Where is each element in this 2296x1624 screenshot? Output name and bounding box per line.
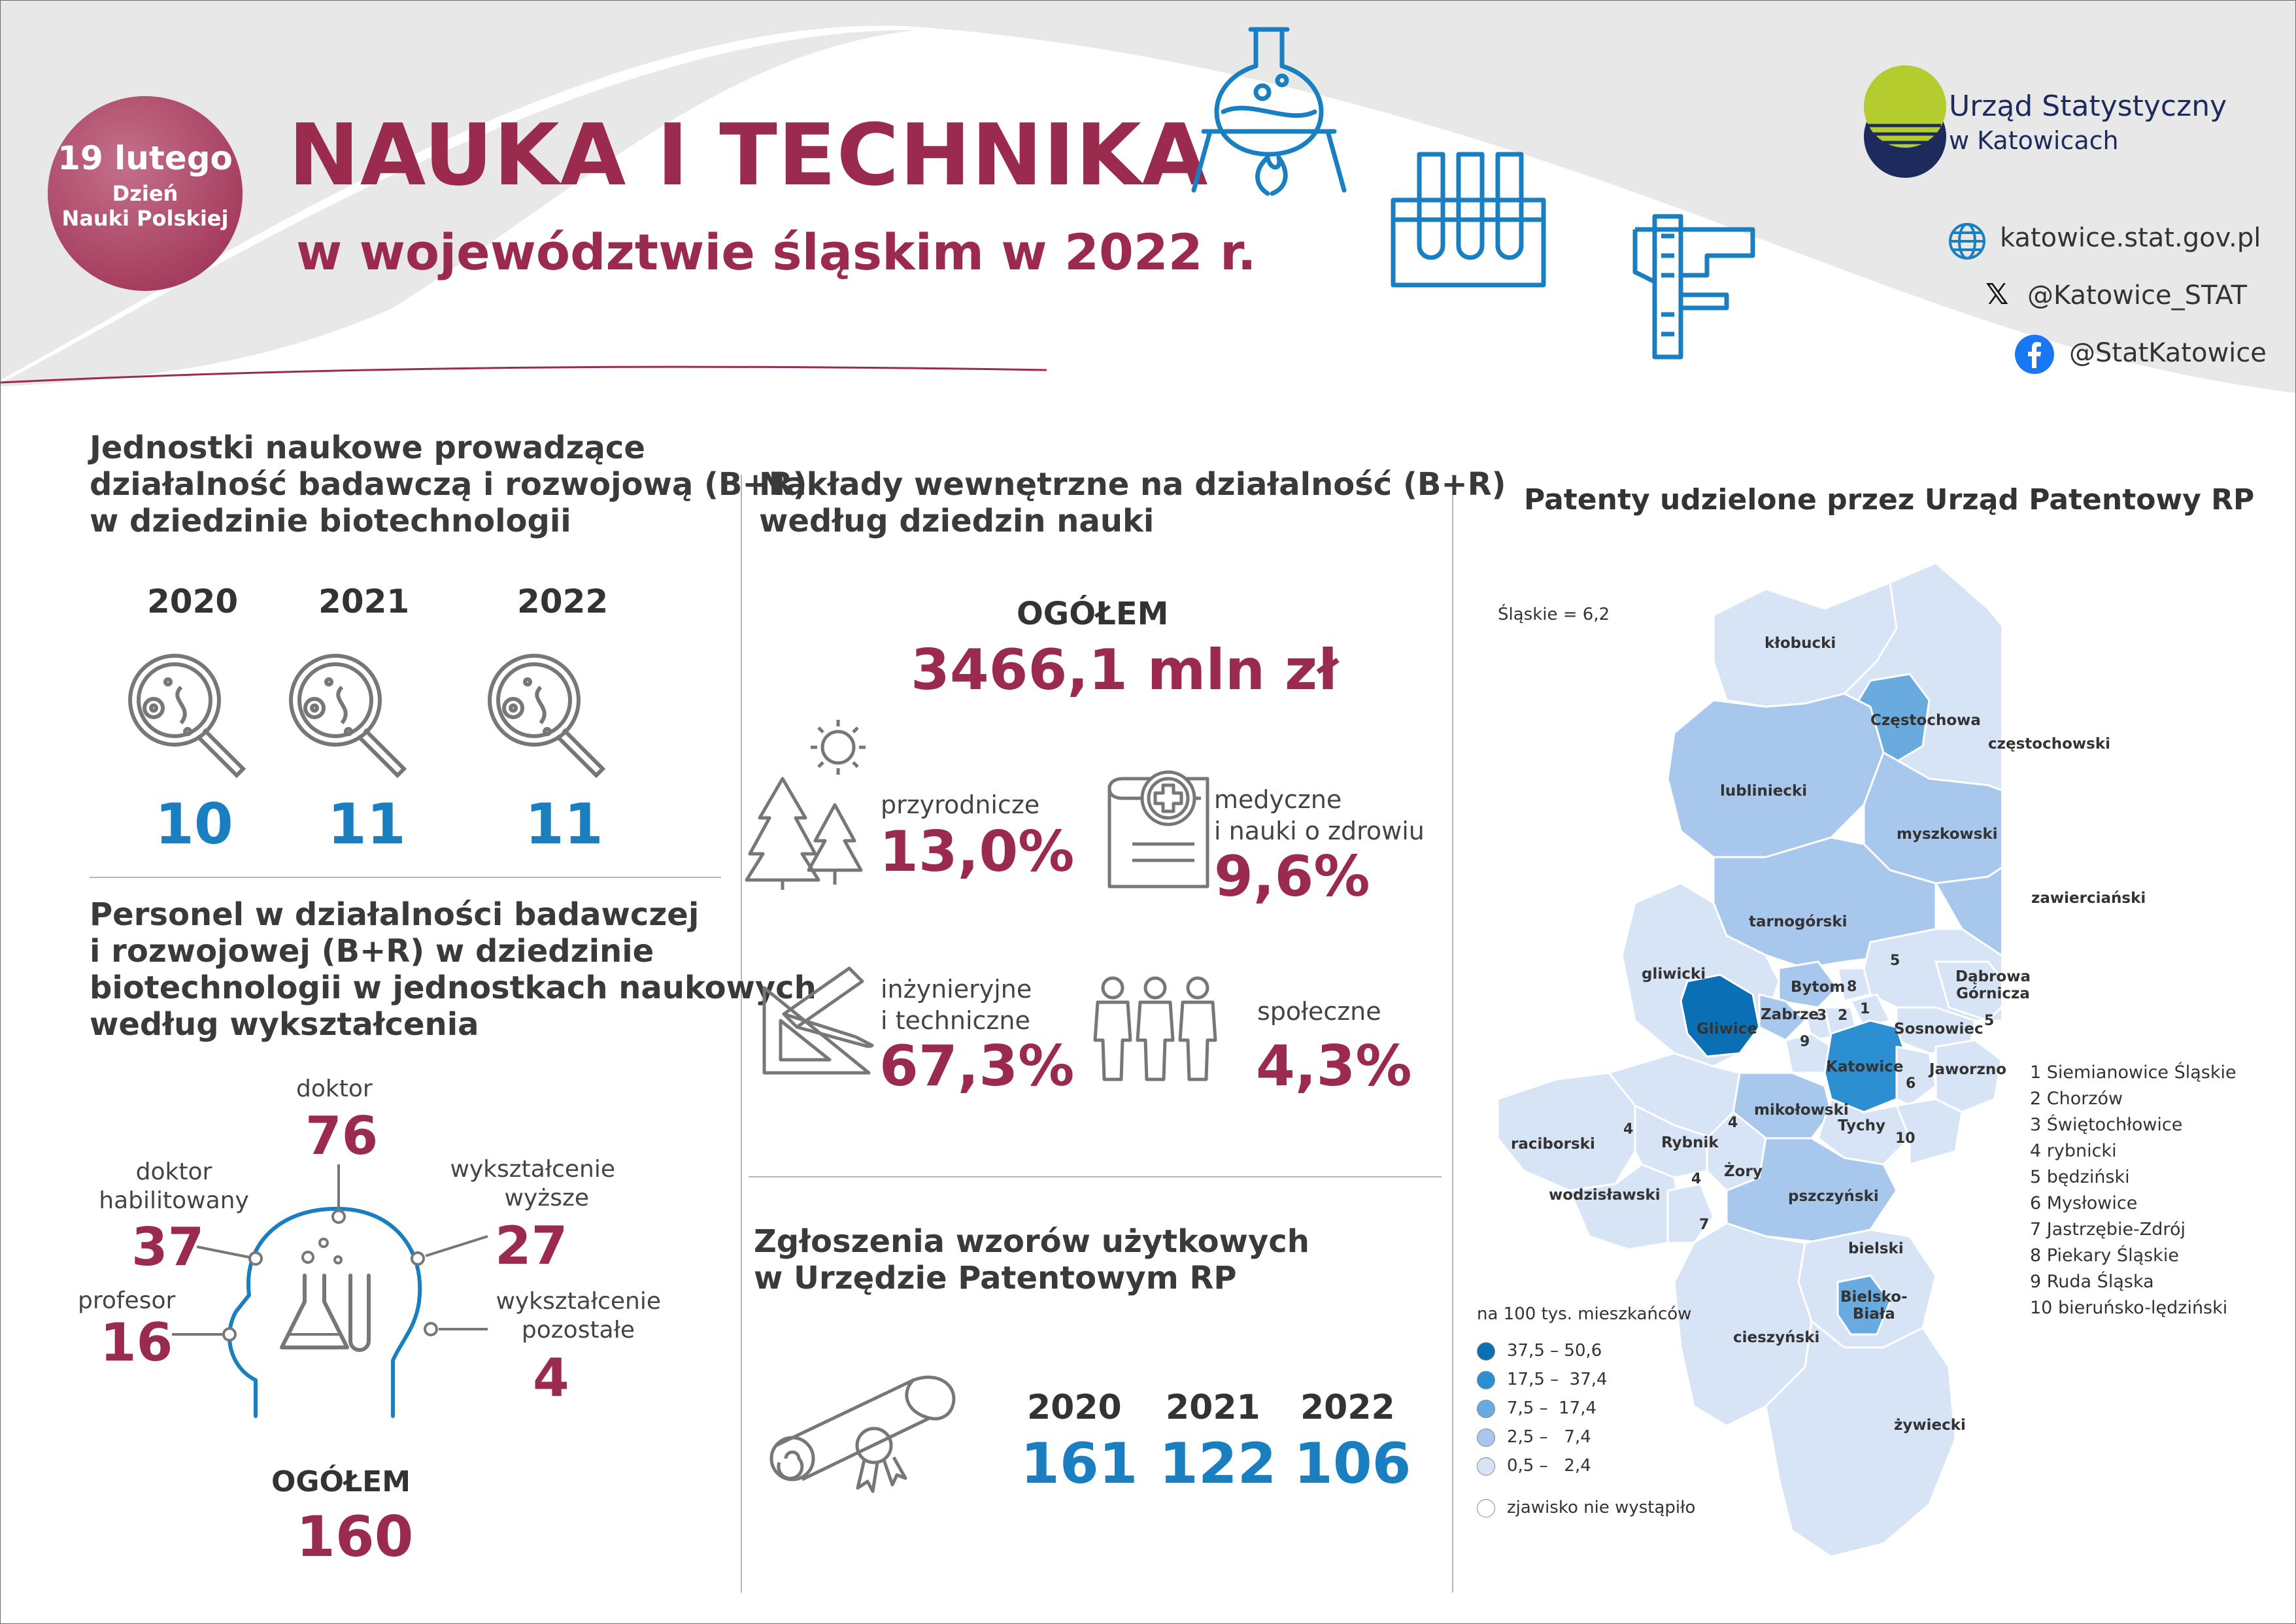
x-icon: 𝕏 [1985,278,2009,311]
key-item: 5 będziński [2030,1167,2130,1187]
biotech-year-2022: 2022 [517,583,609,620]
legend-item [1477,1341,1602,1361]
legend-item [1477,1398,1596,1418]
key-item: 6 Mysłowice [2030,1193,2138,1213]
contact-web[interactable]: katowice.stat.gov.pl [2000,223,2261,253]
legend-swatch [1477,1371,1495,1389]
inz-label-line1: inżynieryjne [881,975,1032,1004]
facebook-icon [2014,334,2055,375]
legend-swatch [1477,1499,1495,1517]
map-label-zawiercianski: zawierciański [2031,890,2146,907]
map-label-rybnik: Rybnik [1661,1134,1719,1151]
map-label-zabrze: Zabrze [1761,1006,1819,1023]
utility-models-title [754,1223,1309,1296]
map-num-7: 7 [1699,1217,1710,1233]
key-item: 4 rybnicki [2030,1141,2117,1161]
badge-line1: Dzień [112,181,178,206]
map-num-4c: 4 [1691,1171,1702,1187]
medical-book-icon [1103,766,1214,890]
dabrowa-line2: Górnicza [1956,985,2030,1002]
biotech-value-2021: 11 [328,792,406,857]
logo-line2: w Katowicach [1949,126,2119,155]
biotech-title-line1: Jednostki naukowe prowadzące [90,430,645,466]
biotech-title-line2: działalność badawczą i rozwojową (B+R) [90,466,807,503]
map-label-tychy: Tychy [1838,1117,1885,1134]
map-num-9: 9 [1800,1034,1810,1050]
map-label-zywiecki: żywiecki [1894,1417,1966,1434]
key-item: 7 Jastrzębie-Zdrój [2030,1219,2186,1240]
habilitowany-value: 37 [131,1217,205,1277]
inz-label-line2: i techniczne [881,1006,1030,1035]
map-num-1: 1 [1860,1001,1870,1017]
key-item: 8 Piekary Śląskie [2030,1245,2179,1266]
map-lubliniecki [1668,694,1883,857]
spoleczne-label: społeczne [1257,997,1381,1026]
hab-label-line1: doktor [135,1159,212,1185]
map-label-klobucki: kłobucki [1764,635,1836,652]
przyrodnicze-value: 13,0% [879,819,1075,885]
dabrowa-line1: Dąbrowa [1955,968,2031,985]
bielsko-line1: Bielsko- [1840,1289,1908,1306]
key-item: 9 Ruda Śląska [2030,1272,2154,1292]
expenditure-title-line2: według dziedzin nauki [759,503,1155,539]
spoleczne-value: 4,3% [1256,1034,1412,1099]
page-title: NAUKA I TECHNIKA [288,105,1209,205]
biotech-year-2020: 2020 [147,583,239,620]
trees-sun-icon [743,713,874,890]
row-divider-middle [749,1176,1442,1177]
map-key [2030,1060,2237,1321]
personnel-title-line3: biotechnologii w jednostkach naukowych [90,970,817,1006]
medyczne-label [1214,784,1425,847]
doktor-label: doktor [296,1075,373,1102]
map-num-5a: 5 [1890,953,1900,969]
personnel-title-line1: Personel w działalności badawczej [90,896,700,933]
key-item: 3 Świętochłowice [2030,1115,2183,1135]
utility-title-line1: Zgłoszenia wzorów użytkowych [754,1223,1309,1260]
personnel-title-line2: i rozwojowej (B+R) w dziedzinie [90,933,654,970]
personnel-title-line4: według wykształcenia [90,1006,479,1043]
globe-icon [1948,222,1987,261]
map-num-8: 8 [1847,979,1857,995]
wyzsze-label [432,1155,615,1213]
expenditure-title-line1: Nakłady wewnętrzne na działalność (B+R) [759,466,1506,503]
map-label-bytom: Bytom [1791,979,1846,996]
expenditure-total-value: 3466,1 mln zł [911,637,1339,703]
logo-line1: Urząd Statystyczny [1949,90,2227,123]
patents-title: Patenty udzielone przez Urząd Patentowy RP [1524,483,2255,516]
map-raciborski [1498,1073,1635,1191]
map-num-10: 10 [1895,1130,1916,1147]
expenditure-total-label: OGÓŁEM [1017,596,1169,632]
map-jastrzebie [1668,1184,1714,1243]
utility-year-2020: 2020 [1027,1388,1122,1427]
map-label-gliwice: Gliwice [1697,1021,1758,1038]
legend-range: 0,5 – 2,4 [1507,1456,1591,1476]
legend-item [1477,1498,1695,1517]
medyczne-label-line1: medyczne [1214,785,1342,814]
legend-item [1477,1456,1591,1476]
pozostale-label [471,1287,661,1345]
medyczne-label-line2: i nauki o zdrowiu [1214,817,1425,845]
utility-value-2021: 122 [1159,1431,1277,1497]
medyczne-value: 9,6% [1214,844,1370,909]
utility-title-line2: w Urzędzie Patentowym RP [754,1260,1237,1296]
utility-value-2020: 161 [1021,1431,1138,1497]
diploma-scroll-icon [763,1367,966,1498]
badge-date: 19 lutego [58,139,233,177]
legend-swatch [1477,1429,1495,1447]
biotech-value-2022: 11 [525,792,603,857]
map-label-czestochowa: Częstochowa [1870,712,1981,729]
map-label-raciborski: raciborski [1511,1136,1595,1153]
biotech-year-2021: 2021 [318,583,410,620]
inz-value: 67,3% [879,1034,1075,1099]
map-label-bielski: bielski [1848,1240,1904,1257]
map-label-mikolowski: mikołowski [1754,1102,1849,1119]
map-label-myszkowski: myszkowski [1897,826,1998,843]
caliper-icon [1629,210,1759,360]
doktor-value: 76 [305,1106,379,1166]
contact-facebook[interactable]: @StatKatowice [2069,338,2267,368]
key-item: 1 Siemianowice Śląskie [2030,1062,2237,1083]
map-num-6: 6 [1906,1075,1916,1092]
hab-label-line2: habilitowany [99,1187,249,1214]
legend-range: 37,5 – 50,6 [1507,1341,1602,1361]
map-num-4a: 4 [1623,1121,1634,1138]
map-label-bielsko [1840,1289,1908,1323]
personnel-total-value: 160 [296,1504,414,1570]
expenditure-title [759,466,1506,539]
inz-label [881,973,1032,1036]
pozostale-label-line2: pozostałe [521,1317,635,1344]
utility-year-2021: 2021 [1166,1388,1260,1427]
map-label-zory: Żory [1724,1163,1763,1180]
biotech-value-2020: 10 [155,792,233,857]
region-average: Śląskie = 6,2 [1498,605,1610,624]
legend-item [1477,1427,1591,1447]
legend-range: 17,5 – 37,4 [1507,1370,1608,1389]
key-item: 10 bieruńsko-lędziński [2030,1298,2228,1318]
badge-line2: Nauki Polskiej [61,206,229,231]
pozostale-value: 4 [533,1347,569,1408]
biotech-title-line3: w dziedzinie biotechnologii [90,503,571,539]
map-label-sosnowiec: Sosnowiec [1894,1021,1984,1038]
map-label-czestochowski: częstochowski [1988,736,2111,753]
logo-icon [1856,63,1954,178]
map-label-katowice: Katowice [1826,1058,1904,1075]
contact-x[interactable]: @Katowice_STAT [2027,280,2248,311]
habilitowany-label [99,1158,249,1215]
utility-year-2022: 2022 [1300,1388,1395,1427]
legend-range: 7,5 – 17,4 [1507,1398,1597,1418]
map-label-pszczynski: pszczyński [1788,1188,1879,1205]
wyzsze-label-line2: wyższe [504,1185,589,1211]
map-label-lubliniecki: lubliniecki [1720,783,1808,800]
map-label-gliwicki: gliwicki [1642,966,1706,983]
bielsko-line2: Biała [1852,1306,1895,1323]
map-label-wodzislawski: wodzisławski [1549,1187,1661,1204]
wyzsze-value: 27 [495,1215,568,1276]
utility-value-2022: 106 [1294,1431,1411,1497]
map-num-5b: 5 [1984,1013,1995,1029]
map-label-cieszynski: cieszyński [1733,1329,1820,1346]
legend-item [1477,1370,1608,1389]
map-label-tarnogorski: tarnogórski [1749,913,1848,930]
legend-swatch [1477,1457,1495,1476]
legend-swatch [1477,1342,1495,1361]
people-group-icon [1090,975,1221,1086]
pozostale-label-line1: wykształcenie [496,1288,661,1315]
profesor-value: 16 [100,1312,173,1373]
ruler-pencil-icon [758,962,875,1079]
wyzsze-label-line1: wykształcenie [450,1156,615,1183]
legend-title: na 100 tys. mieszkańców [1477,1304,1692,1324]
page-subtitle: w województwie śląskim w 2022 r. [296,223,1257,281]
legend-swatch [1477,1400,1495,1418]
map-label-jaworzno: Jaworzno [1929,1061,2007,1078]
legend-range: 2,5 – 7,4 [1507,1427,1591,1447]
personnel-total-label: OGÓŁEM [271,1465,411,1498]
key-item: 2 Chorzów [2030,1089,2123,1109]
legend-range: zjawisko nie wystąpiło [1507,1498,1696,1517]
map-label-dabrowa [1955,968,2031,1002]
column-divider-2 [1452,475,1453,1593]
flask-burner-icon [1190,20,1347,203]
map-num-2: 2 [1838,1007,1848,1024]
test-tubes-icon [1387,148,1550,292]
profesor-label: profesor [78,1287,176,1314]
map-num-4b: 4 [1728,1115,1738,1131]
przyrodnicze-label: przyrodnicze [881,790,1040,819]
map-num-3: 3 [1817,1007,1827,1024]
